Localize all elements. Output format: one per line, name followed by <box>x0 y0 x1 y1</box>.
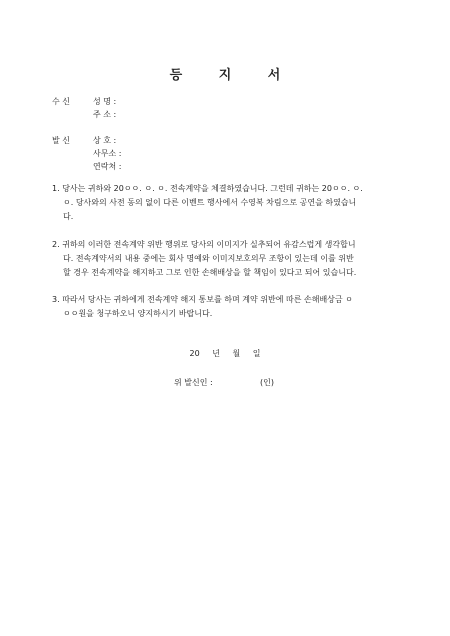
paragraph-2 <box>52 238 406 280</box>
paragraph-number: 3. <box>52 295 60 304</box>
sender-company-label: 상 호 : <box>93 136 117 145</box>
paragraph-number: 2. <box>52 240 60 249</box>
sender-contact-label: 연락처 : <box>93 162 122 171</box>
seal-mark: (인) <box>260 378 274 387</box>
paragraph-line: 따라서 당사는 귀하에게 전속계약 해지 통보를 하며 계약 위반에 따른 손해배상금 ㅇ <box>62 295 353 304</box>
paragraph-line: 당사는 귀하와 20ㅇㅇ. ㅇ. ㅇ. 전속계약을 체결하였습니다. 그런데 귀하는 20ㅇㅇ. ㅇ. <box>62 184 363 193</box>
date-line: 20 년 월 일 <box>189 349 261 358</box>
signature-line <box>174 377 274 388</box>
paragraph-line: 귀하의 이러한 전속계약 위반 행위로 당사의 이미지가 실추되어 유감스럽게 생각합니 <box>62 240 356 249</box>
signature-label: 위 발신인 : <box>174 378 213 387</box>
recipient-address-label: 주 소 : <box>93 110 117 119</box>
recipient-name-label: 성 명 : <box>93 97 117 106</box>
paragraph-1 <box>52 182 406 224</box>
paragraph-line: 다. 전속계약서의 내용 중에는 회사 명예와 이미지보호의무 조항이 있는데 이를 위반 <box>63 254 354 263</box>
document-title: 등 지 서 <box>169 68 297 83</box>
recipient-section-label: 수 신 <box>52 97 70 106</box>
paragraph-line: ㅇㅇ원을 청구하오니 양지하시기 바랍니다. <box>63 309 213 318</box>
paragraph-line: 할 경우 전속계약을 해지하고 그로 인한 손해배상을 할 책임이 있다고 되어 있습니다. <box>63 268 357 277</box>
sender-section-label: 발 신 <box>52 136 70 145</box>
sender-office-label: 사무소 : <box>93 149 122 158</box>
paragraph-line: 다. <box>63 212 74 221</box>
paragraph-number: 1. <box>52 184 60 193</box>
paragraph-3 <box>52 293 406 321</box>
paragraph-line: ㅇ. 당사와의 사전 동의 없이 다른 이벤트 행사에서 수영복 차림으로 공연을 하였습니 <box>63 198 357 207</box>
